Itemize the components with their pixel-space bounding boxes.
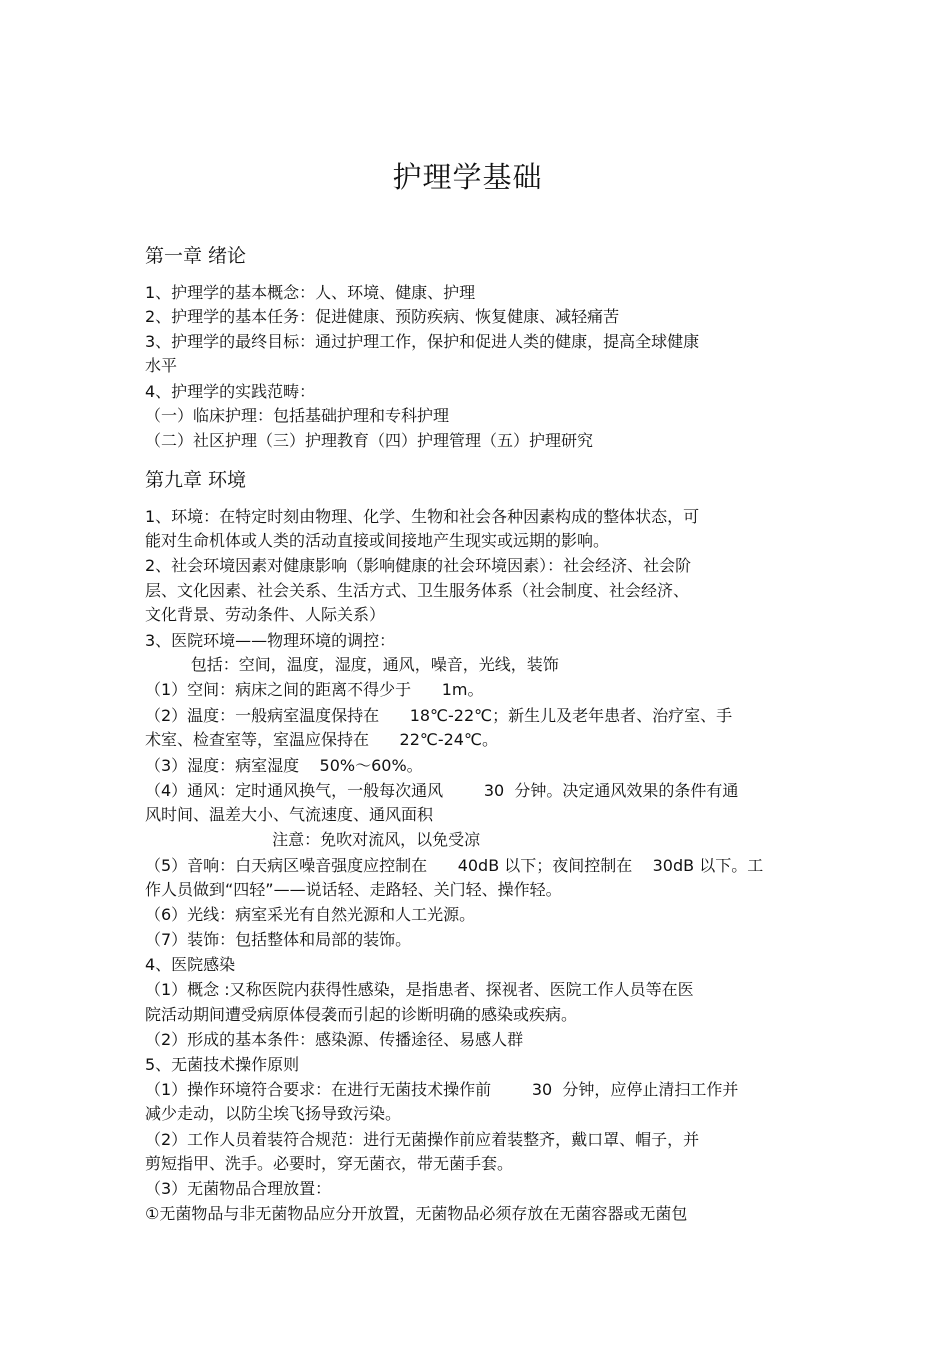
chapter-1-line: 2、护理学的基本任务：促进健康、预防疾病、恢复健康、减轻痛苦 bbox=[145, 307, 620, 326]
chapter-9-line: 术室、检查室等，室温应保持在 22℃-24℃。 bbox=[145, 730, 498, 749]
chapter-9-line: （7）装饰：包括整体和局部的装饰。 bbox=[145, 930, 412, 949]
chapter-9-line: （2）温度：一般病室温度保持在 18℃-22℃；新生儿及老年患者、治疗室、手 bbox=[145, 706, 733, 725]
chapter-9-line: 剪短指甲、洗手。必要时，穿无菌衣，带无菌手套。 bbox=[145, 1154, 514, 1173]
chapter-9-line: （1）概念 :又称医院内获得性感染，是指患者、探视者、医院工作人员等在医 bbox=[145, 980, 694, 999]
chapter-9-line: 减少走动，以防尘埃飞扬导致污染。 bbox=[145, 1104, 402, 1123]
chapter-9-line: （2）工作人员着装符合规范：进行无菌操作前应着装整齐，戴口罩、帽子，并 bbox=[145, 1130, 700, 1149]
chapter-1-heading: 第一章 绪论 bbox=[145, 245, 247, 267]
chapter-9-line: 1、环境：在特定时刻由物理、化学、生物和社会各种因素构成的整体状态，可 bbox=[145, 507, 700, 526]
chapter-9-line: 3、医院环境——物理环境的调控： bbox=[145, 631, 396, 650]
chapter-9-line: （2）形成的基本条件：感染源、传播途径、易感人群 bbox=[145, 1030, 524, 1049]
chapter-9-line: 能对生命机体或人类的活动直接或间接地产生现实或远期的影响。 bbox=[145, 531, 610, 550]
chapter-9-line: 4、医院感染 bbox=[145, 955, 236, 974]
chapter-1-line: 3、护理学的最终目标：通过护理工作，保护和促进人类的健康，提高全球健康 bbox=[145, 332, 700, 351]
chapter-9-line: 层、文化因素、社会关系、生活方式、卫生服务体系（社会制度、社会经济、 bbox=[145, 581, 690, 600]
chapter-9-line: 注意：免吹对流风，以免受凉 bbox=[145, 830, 481, 849]
chapter-1-line: 水平 bbox=[145, 356, 178, 375]
chapter-9-line: 风时间、温差大小、气流速度、通风面积 bbox=[145, 805, 434, 824]
document-title: 护理学基础 bbox=[392, 160, 543, 194]
chapter-9-line: 文化背景、劳动条件、人际关系） bbox=[145, 605, 386, 624]
chapter-9-line: 作人员做到“四轻”——说话轻、走路轻、关门轻、操作轻。 bbox=[145, 880, 562, 899]
chapter-9-line: （1）空间：病床之间的距离不得少于 1m。 bbox=[145, 680, 484, 699]
chapter-9-line: （5）音响：白天病区噪音强度应控制在 40dB 以下；夜间控制在 30dB 以下。工 bbox=[145, 856, 764, 875]
chapter-1-line: （一）临床护理：包括基础护理和专科护理 bbox=[145, 406, 450, 425]
chapter-1-line: （二）社区护理（三）护理教育（四）护理管理（五）护理研究 bbox=[145, 431, 594, 450]
chapter-9-heading: 第九章 环境 bbox=[145, 469, 247, 491]
chapter-1-line: 4、护理学的实践范畴： bbox=[145, 382, 316, 401]
chapter-9-line: 包括：空间，温度，湿度，通风，噪音，光线，装饰 bbox=[145, 655, 559, 674]
chapter-9-line: ①无菌物品与非无菌物品应分开放置，无菌物品必须存放在无菌容器或无菌包 bbox=[145, 1204, 688, 1223]
chapter-1-line: 1、护理学的基本概念：人、环境、健康、护理 bbox=[145, 283, 476, 302]
chapter-9-line: （3）湿度：病室湿度 50%～60%。 bbox=[145, 756, 423, 775]
chapter-9-line: （4）通风：定时通风换气，一般每次通风 30 分钟。决定通风效果的条件有通 bbox=[145, 781, 739, 800]
chapter-9-line: （1）操作环境符合要求：在进行无菌技术操作前 30 分钟，应停止清扫工作并 bbox=[145, 1080, 739, 1099]
chapter-9-line: 2、社会环境因素对健康影响（影响健康的社会环境因素）：社会经济、社会阶 bbox=[145, 556, 692, 575]
chapter-9-line: （6）光线：病室采光有自然光源和人工光源。 bbox=[145, 905, 476, 924]
chapter-9-line: 院活动期间遭受病原体侵袭而引起的诊断明确的感染或疾病。 bbox=[145, 1005, 578, 1024]
chapter-9-line: 5、无菌技术操作原则 bbox=[145, 1055, 300, 1074]
chapter-9-line: （3）无菌物品合理放置： bbox=[145, 1179, 332, 1198]
